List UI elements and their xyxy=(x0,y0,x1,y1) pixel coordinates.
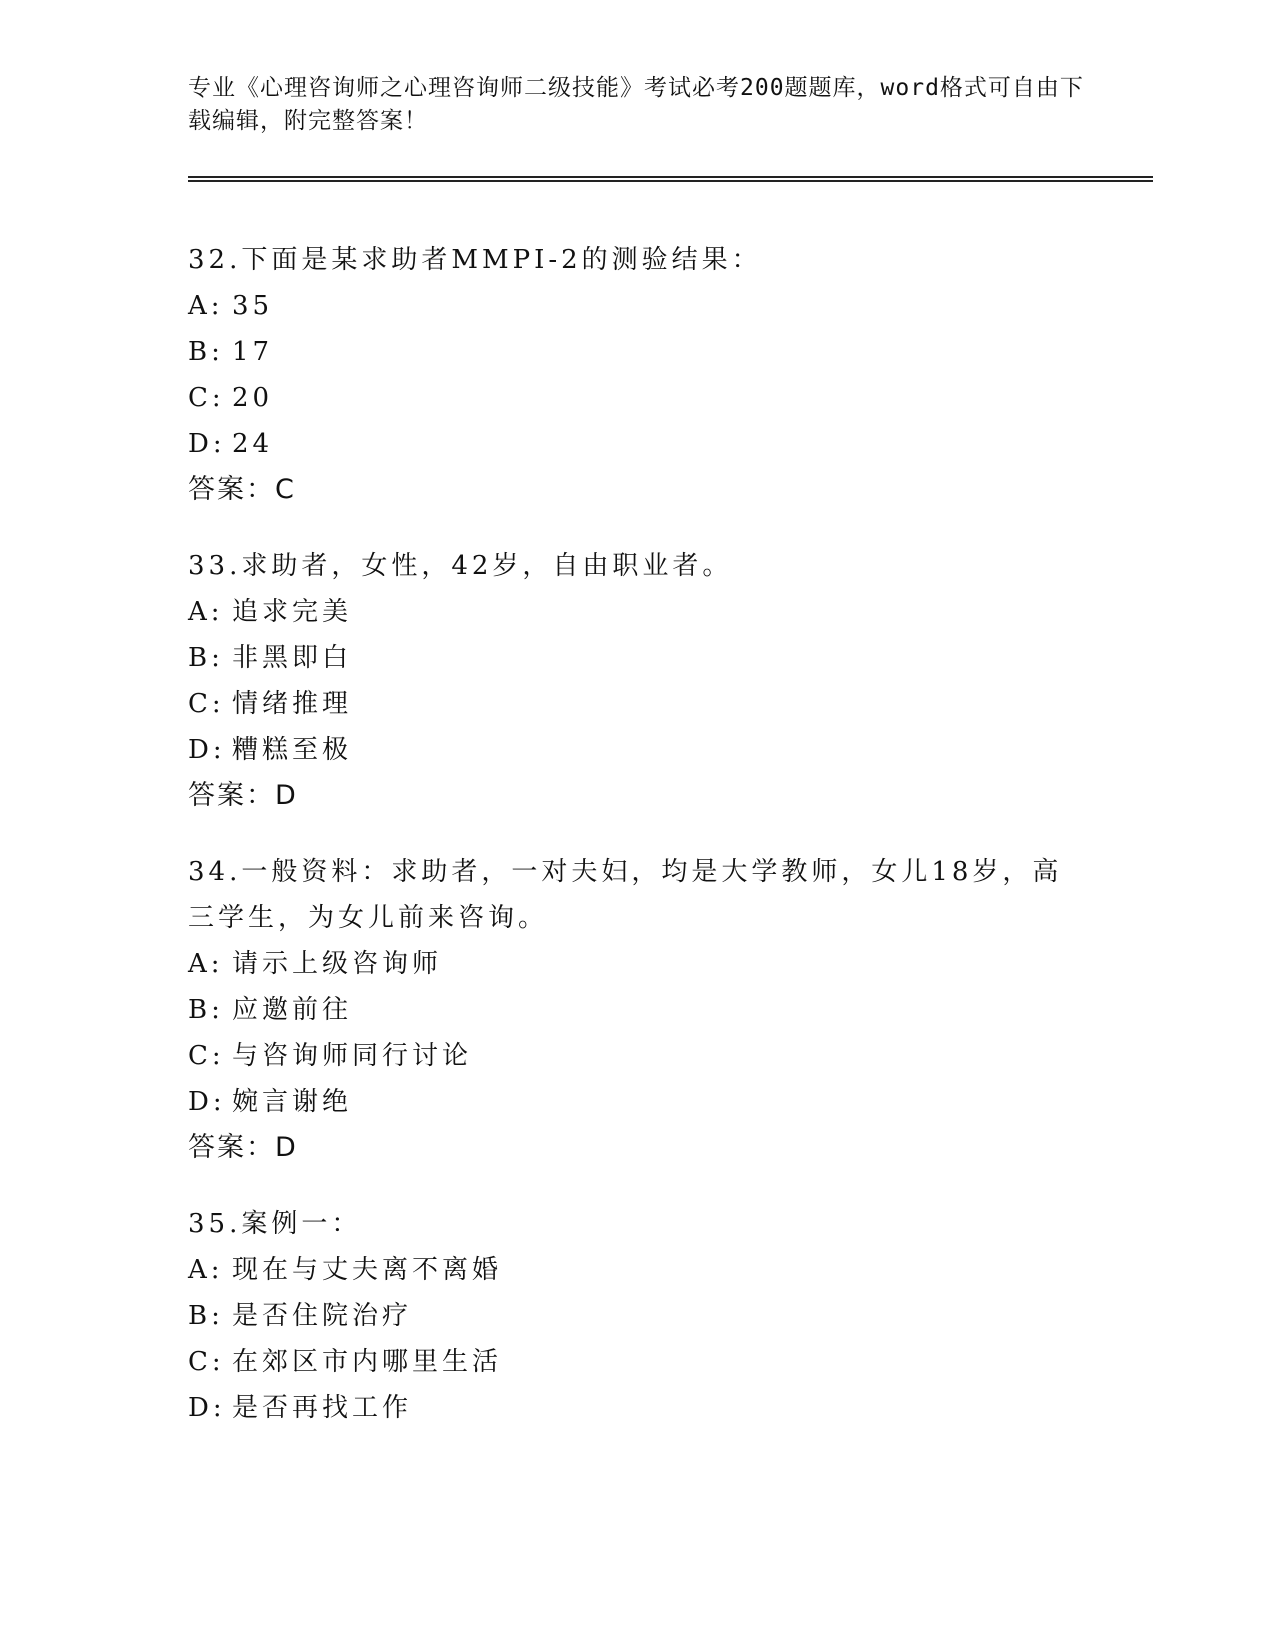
option-a xyxy=(188,283,1088,329)
option-b xyxy=(188,987,1088,1033)
option-letter: A: xyxy=(188,1255,224,1285)
option-letter: C: xyxy=(188,689,225,719)
answer-line: 答案：C xyxy=(188,474,296,505)
option-text: 追求完美 xyxy=(232,597,353,627)
option-d xyxy=(188,421,1088,467)
question-text: 33.求助者，女性，42岁，自由职业者。 xyxy=(188,551,733,581)
option-text: 现在与丈夫离不离婚 xyxy=(232,1255,503,1285)
option-text: 17 xyxy=(232,337,274,367)
option-text: 35 xyxy=(232,291,274,321)
option-letter: B: xyxy=(188,995,224,1025)
answer-line: 答案：D xyxy=(188,1132,298,1163)
option-letter: A: xyxy=(188,291,224,321)
option-text: 与咨询师同行讨论 xyxy=(232,1041,473,1071)
option-letter: D: xyxy=(188,1087,226,1117)
option-a xyxy=(188,1247,1088,1293)
question-34 xyxy=(188,849,1088,1171)
option-letter: B: xyxy=(188,1301,224,1331)
question-text: 35.案例一： xyxy=(188,1209,362,1239)
option-letter: D: xyxy=(188,735,226,765)
option-c xyxy=(188,1339,1088,1385)
question-list xyxy=(188,237,1088,1461)
option-c xyxy=(188,1033,1088,1079)
option-c xyxy=(188,681,1088,727)
option-text: 20 xyxy=(232,383,274,413)
question-33 xyxy=(188,543,1088,819)
document-header: 专业《心理咨询师之心理咨询师二级技能》考试必考200题题库，word格式可自由下载编辑，附完整答案！ xyxy=(188,75,1084,134)
option-text: 糟糕至极 xyxy=(232,735,353,765)
option-text: 非黑即白 xyxy=(232,643,353,673)
option-text: 请示上级咨询师 xyxy=(232,949,443,979)
option-c xyxy=(188,375,1088,421)
option-d xyxy=(188,1385,1088,1431)
option-letter: D: xyxy=(188,1393,226,1423)
option-letter: C: xyxy=(188,1347,225,1377)
option-text: 是否住院治疗 xyxy=(232,1301,413,1331)
option-letter: C: xyxy=(188,383,225,413)
header-divider xyxy=(188,176,1153,182)
option-letter: C: xyxy=(188,1041,225,1071)
option-letter: D: xyxy=(188,429,226,459)
option-b xyxy=(188,635,1088,681)
question-text: 34.一般资料：求助者，一对夫妇，均是大学教师，女儿18岁，高三学生，为女儿前来咨询。 xyxy=(188,857,1063,933)
option-text: 是否再找工作 xyxy=(232,1393,413,1423)
option-text: 应邀前往 xyxy=(232,995,353,1025)
question-text: 32.下面是某求助者MMPI-2的测验结果： xyxy=(188,245,762,275)
option-d xyxy=(188,727,1088,773)
option-letter: A: xyxy=(188,949,224,979)
question-35 xyxy=(188,1201,1088,1431)
option-text: 在郊区市内哪里生活 xyxy=(232,1347,503,1377)
option-letter: B: xyxy=(188,337,224,367)
answer-line: 答案：D xyxy=(188,780,298,811)
option-b xyxy=(188,329,1088,375)
option-a xyxy=(188,589,1088,635)
option-text: 婉言谢绝 xyxy=(232,1087,353,1117)
question-32 xyxy=(188,237,1088,513)
option-letter: A: xyxy=(188,597,224,627)
option-a xyxy=(188,941,1088,987)
option-text: 24 xyxy=(232,429,274,459)
option-letter: B: xyxy=(188,643,224,673)
option-text: 情绪推理 xyxy=(232,689,353,719)
option-b xyxy=(188,1293,1088,1339)
option-d xyxy=(188,1079,1088,1125)
